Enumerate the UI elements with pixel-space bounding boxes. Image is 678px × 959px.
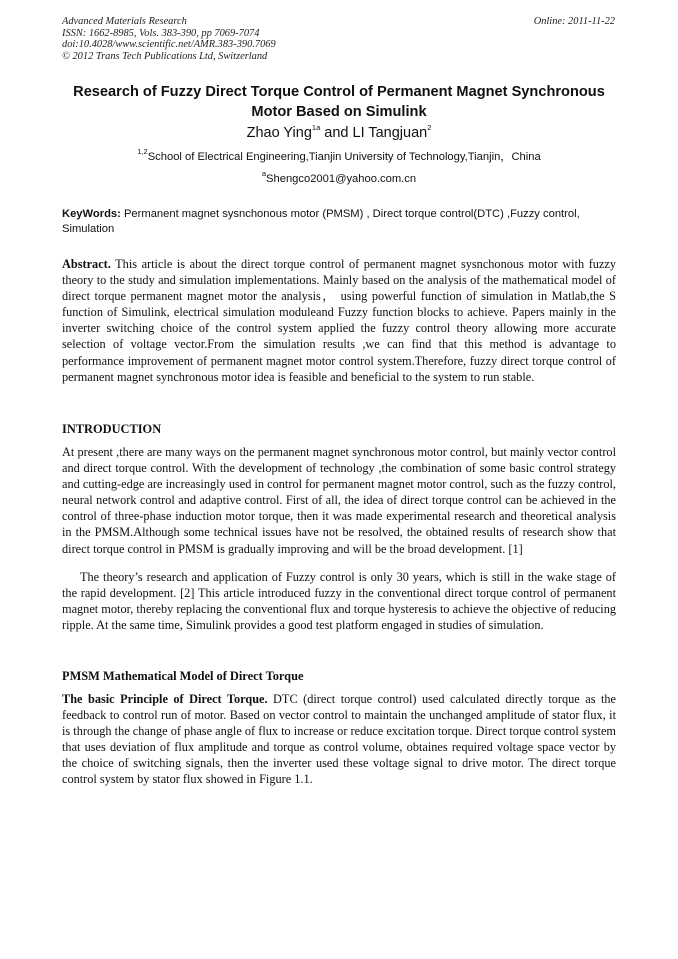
basic-principle-subheading: The basic Principle of Direct Torque.: [62, 692, 268, 706]
keywords-label: KeyWords:: [62, 208, 121, 220]
pmsm-section-heading: PMSM Mathematical Model of Direct Torque: [62, 669, 304, 683]
author-1-name: Zhao Ying: [246, 125, 312, 141]
introduction-heading: INTRODUCTION: [62, 422, 162, 436]
keywords-block: [62, 207, 616, 236]
basic-principle-text: DTC (direct torque control) used calculated directly torque as the feedback to control run of motor. Based on vector control to maintain the unchanged amplitude of stator flux, it is through the change of phase angle of flux to increase or reduce excitation torque. Direct torque control system that uses deviation of flux amplitude and torque as control volume, obtaines required voltage space vector by the choice of switching signals, then the inverter used these voltage signal to drive motor. The direct torque control system by stator flux showed in Figure 1.1.: [62, 692, 616, 787]
abstract-paragraph: [62, 256, 616, 385]
author-1-affiliation-mark: 1a: [311, 123, 321, 133]
issn-line: ISSN: 1662-8985, Vols. 383-390, pp 7069-7074: [62, 27, 260, 39]
abstract-text: This article is about the direct torque control of permanent magnet sysnchonous motor with fuzzy theory to the study and simulation implementations. Mainly based on the analysis of the mathematical model of direct torque permanent magnet motor the analysis， using powerful function of simulation in Matlab,the S function of Simulink, electrical simulation moduleand Fuzzy function blocks to achieve. Papers mainly in the inverter switching choice of the control system applied the fuzzy control theory allowing more accurate selection of voltage vector.From the simulation results ,we can find that this method is advantage to performance improvement of permanent magnet motor control system.Therefore, fuzzy direct torque control of permanent magnet synchronous motor idea is feasible and beneficial to the system to run stable.: [62, 257, 616, 384]
doi-line: doi:10.4028/www.scientific.net/AMR.383-390.7069: [62, 39, 276, 50]
email-line: [62, 169, 616, 187]
journal-metadata: [62, 16, 276, 62]
affiliation-mark: 1,2: [137, 147, 148, 157]
online-date: Online: 2011-11-22: [533, 16, 615, 27]
author-2-affiliation-mark: 2: [427, 123, 432, 133]
email-mark: a: [261, 169, 267, 179]
journal-name: Advanced Materials Research: [62, 16, 187, 27]
affiliation-line: [62, 147, 616, 165]
paper-title: Research of Fuzzy Direct Torque Control of Permanent Magnet Synchronous Motor Based on Simulink: [73, 84, 605, 120]
introduction-paragraph-2: The theory’s research and application of Fuzzy control is only 30 years, which is still in the wake stage of the rapid development. [2] This article introduced fuzzy in the conventional direct torque control of permanent magnet motor, thereby replacing the conventional flux and torque hysteresis to achieve the objective of reducing ripple. At the same time, Simulink provides a good test platform engaged in studies of simulation.: [62, 570, 616, 633]
author-conjunction: and: [320, 125, 353, 141]
author-2-name: LI Tangjuan: [352, 125, 428, 141]
introduction-paragraph-1: At present ,there are many ways on the permanent magnet synchronous motor control, but mainly vector control and direct torque control. With the development of technology ,the combination of some basic control strategy and cutting-edge are increasingly used in control for permanent magnet motor control, such as the fuzzy control, neural network control and adaptive control. First of all, the idea of direct torque control can be achieved in the control of three-phase induction motor torque, then it was made experimental research and theoretical analysis in the PMSM.Although some technical issues have not be resolved, the obtained results of research show that direct torque control in PMSM is gradually improving and will be the broad development. [1]: [62, 445, 616, 556]
abstract-label: Abstract.: [62, 257, 111, 271]
keywords-text: Permanent magnet sysnchonous motor (PMSM) , Direct torque control(DTC) ,Fuzzy control, Simulation: [62, 208, 580, 235]
copyright-line: © 2012 Trans Tech Publications Ltd, Switzerland: [62, 50, 268, 62]
author-email: Shengco2001@yahoo.com.cn: [266, 173, 417, 185]
author-line: [62, 124, 616, 142]
basic-principle-paragraph: [62, 691, 616, 788]
affiliation-text: School of Electrical Engineering,Tianjin University of Technology,Tianjin，China: [147, 151, 541, 163]
